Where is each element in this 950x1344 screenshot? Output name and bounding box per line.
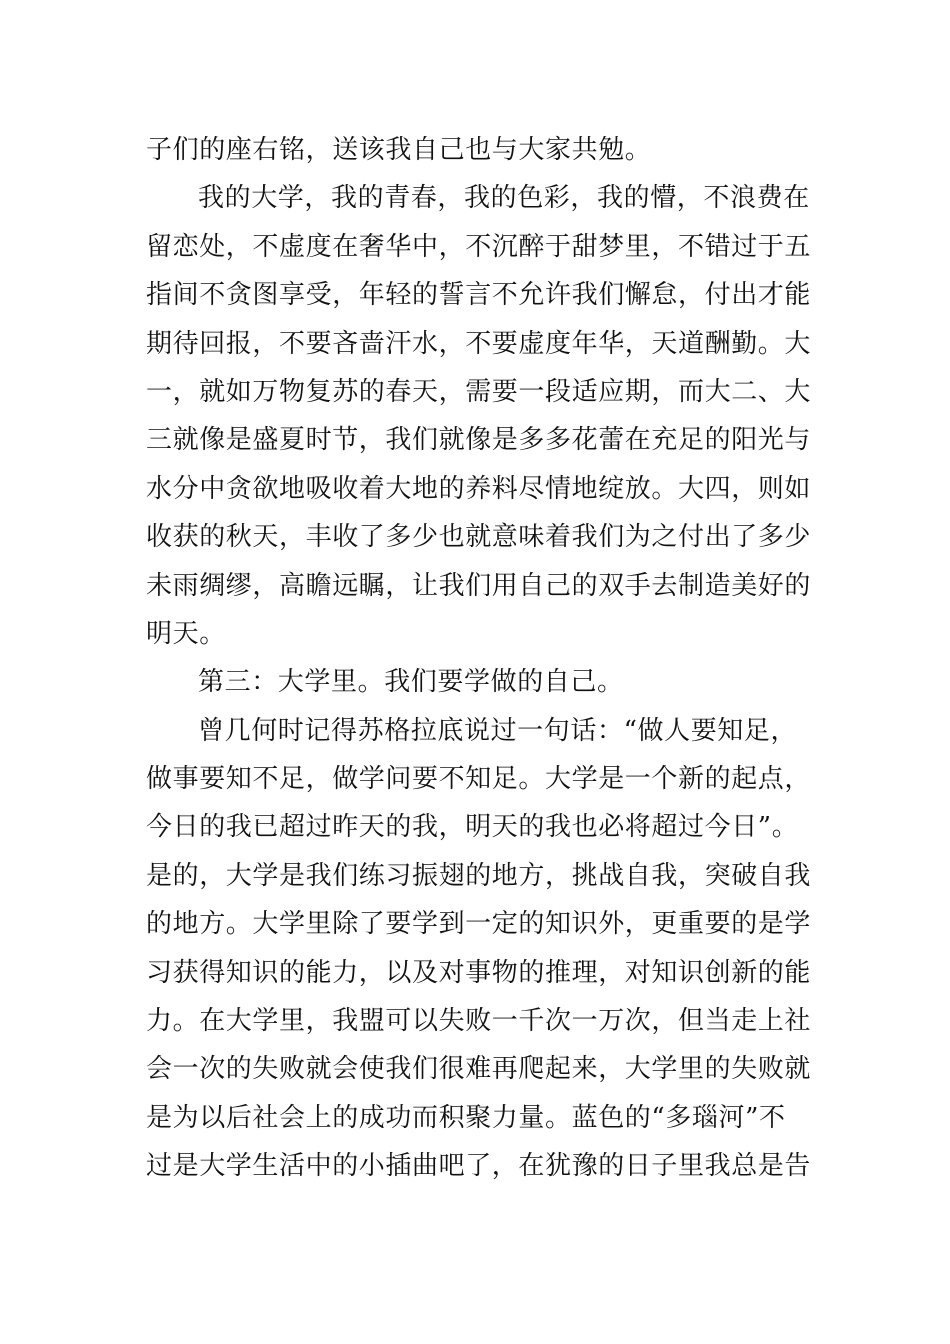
paragraph-first-line: 我的大学，我的青春，我的色彩，我的懵，不浪费在: [198, 183, 810, 214]
text-line: 力。在大学里，我盟可以失败一千次一万次，但当走上社: [146, 1006, 812, 1037]
text-line: 明天。: [146, 618, 226, 649]
text-line: 指间不贪图享受，年轻的誓言不允许我们懈怠，付出才能: [146, 280, 812, 311]
text-line: 的地方。大学里除了要学到一定的知识外，更重要的是学: [146, 909, 812, 940]
text-line: 做事要知不足，做学问要不知足。大学是一个新的起点，: [146, 764, 812, 795]
text-line: 留恋处，不虚度在奢华中，不沉醉于甜梦里，不错过于五: [146, 231, 812, 262]
text-line: 今日的我已超过昨天的我，明天的我也必将超过今日”。: [146, 812, 799, 843]
document-body: [146, 126, 816, 1191]
text-line: 过是大学生活中的小插曲吧了，在犹豫的日子里我总是告: [146, 1151, 812, 1182]
text-line: 会一次的失败就会使我们很难再爬起来，大学里的失败就: [146, 1054, 812, 1085]
paragraph-first-line: 曾几何时记得苏格拉底说过一句话：“做人要知足，: [198, 715, 798, 746]
text-line: 收获的秋天，丰收了多少也就意味着我们为之付出了多少: [146, 522, 812, 553]
section-heading: 第三：大学里。我们要学做的自己。: [198, 667, 624, 698]
text-line: 三就像是盛夏时节，我们就像是多多花蕾在充足的阳光与: [146, 425, 812, 456]
text-line: 水分中贪欲地吸收着大地的养料尽情地绽放。大四，则如: [146, 473, 812, 504]
text-line: 未雨绸缪，高瞻远瞩，让我们用自己的双手去制造美好的: [146, 570, 812, 601]
text-line: 是为以后社会上的成功而积聚力量。蓝色的“多瑙河”不: [146, 1102, 786, 1133]
text-line: 期待回报，不要吝啬汗水，不要虚度年华，天道酬勤。大: [146, 328, 812, 359]
text-line: 习获得知识的能力，以及对事物的推理，对知识创新的能: [146, 957, 812, 988]
text-line: 子们的座右铭，送该我自己也与大家共勉。: [146, 135, 652, 165]
text-line: 一，就如万物复苏的春天，需要一段适应期，而大二、大: [146, 376, 812, 407]
text-line: 是的，大学是我们练习振翅的地方，挑战自我，突破自我: [146, 860, 812, 891]
